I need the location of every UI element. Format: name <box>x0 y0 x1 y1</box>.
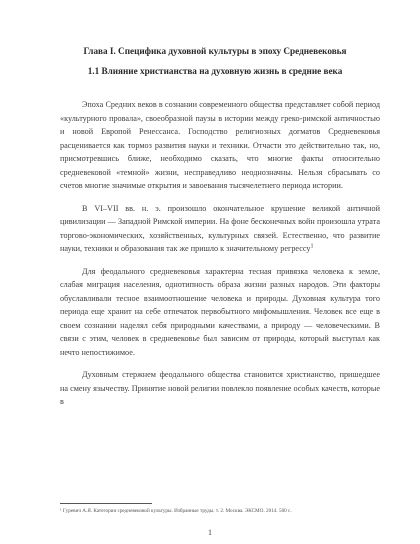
footnote-marker: 1 <box>310 243 314 250</box>
chapter-heading: Глава I. Специфика духовной культуры в эпоху Средневековья <box>83 46 347 56</box>
page-number: 1 <box>208 528 212 537</box>
paragraph-2 <box>60 202 380 256</box>
paragraph-2-text: В VI–VII вв. н. э. произошло окончательное крушение великой античной цивилизации — Западной Римской империи. На фоне бесконечных войн произошла утрата торгово-экономических, хозяйственных, культурных связей. Естественно, что развитие науки, техники и образования так же пришло к значительному регрессу <box>60 203 380 253</box>
footnote-text: ¹ Гуревич А.Я. Категории средневековой культуры. Избранные труды. т. 2. Москва. ЭКСМО. 2014. 500 с. <box>60 508 292 514</box>
paragraph-1: Эпоха Средних веков в сознании современного общества представляет собой период «культурного провала», своеобразной паузы в истории между греко-римской античностью и новой Европой Ренессанса. Господство религиозных догматов Средневековья расценивается как тормоз развития науки и техники. Отчасти это действительно так, но, присмотревшись ближе, необходимо сказать, что многие факты относительно средневековой «темной» жизни, несправедливо неоднозначны. Нельзя сбрасывать со счетов многие значимые открытия и завоевания тысячелетнего периода истории. <box>60 100 380 190</box>
body-text <box>60 98 380 415</box>
paragraph-4: Духовным стержнем феодального общества становится христианство, пришедшее на смену язычеству. Принятие новой религии повлекло появление особых качеств, которые в <box>60 370 380 406</box>
section-heading: 1.1 Влияние христианства на духовную жизнь в средние века <box>87 66 343 76</box>
paragraph-3: Для феодального средневековья характерна тесная привязка человека к земле, слабая миграция населения, однотипность образа жизни разных народов. Эти факторы обуславливали тесное взаимоотношение человека и природы. Духовная культура того периода еще хранит на себе отпечаток первобытного мифомышления. Человек все еще в своем сознании наделял себя природными качествами, а природу — человеческими. В связи с этим, человек в средневековье был зависим от природы, который выступал как нечто непостижимое. <box>60 266 380 357</box>
footnote-divider <box>60 503 152 504</box>
